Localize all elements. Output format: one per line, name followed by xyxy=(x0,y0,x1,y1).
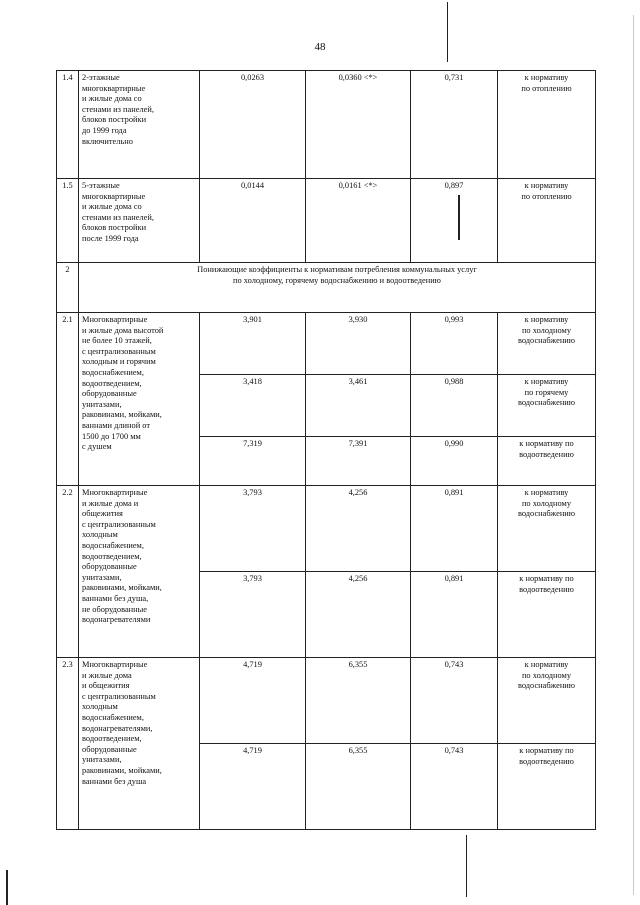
value-1: 4,719 xyxy=(200,658,306,744)
row-note-line: по холодному xyxy=(521,670,572,680)
row-note-line: к нормативу по xyxy=(519,746,574,755)
row-description-line: ваннами без душа xyxy=(82,776,147,786)
row-note-line: по холодному xyxy=(521,498,572,508)
value-1: 3,793 xyxy=(200,572,306,658)
row-note-line: водоотведению xyxy=(519,449,574,459)
value-3: 0,743 xyxy=(411,658,498,744)
value-1: 7,319 xyxy=(200,437,306,486)
row-description-line: с централизованным xyxy=(82,346,156,356)
scan-mark xyxy=(633,15,634,895)
row-description-line: включительно xyxy=(82,136,133,146)
row-number: 2.2 xyxy=(57,486,79,658)
row-note-line: водоотведению xyxy=(519,756,574,766)
row-note xyxy=(498,486,596,572)
value-2: 4,256 xyxy=(306,486,411,572)
row-description-line: и общежития xyxy=(82,681,130,691)
row-description-line: и жилые дома xyxy=(82,670,132,680)
row-description-line: раковинами, мойками, xyxy=(82,410,162,420)
value-3: 0,990 xyxy=(411,437,498,486)
row-description-line: с централизованным xyxy=(82,519,156,529)
row-description-line: унитазами, xyxy=(82,399,122,409)
row-description-line: холодным xyxy=(82,702,118,712)
table-row xyxy=(57,486,596,572)
row-note-line: по отоплению xyxy=(521,83,572,93)
value-1: 0,0144 xyxy=(200,179,306,263)
value-3: 0,891 xyxy=(411,572,498,658)
row-description-line: после 1999 года xyxy=(82,233,139,243)
value-1: 3,793 xyxy=(200,486,306,572)
row-note-line: по горячему xyxy=(524,387,569,397)
section-title-line: по холодному, горячему водоснабжению и водоотведению xyxy=(233,275,441,285)
row-description-line: раковинами, мойками, xyxy=(82,583,162,593)
row-description-line: водоотведением, xyxy=(82,734,142,744)
row-note-line: к нормативу xyxy=(524,377,569,386)
table-row xyxy=(57,313,596,375)
row-description-line: ваннами без душа, xyxy=(82,593,149,603)
row-number: 1.5 xyxy=(57,179,79,263)
row-description-line: блоков постройки xyxy=(82,115,147,125)
value-3: 0,988 xyxy=(411,375,498,437)
row-description xyxy=(79,486,200,658)
row-description-line: оборудованные xyxy=(82,389,137,399)
row-description-line: раковинами, мойками, xyxy=(82,765,162,775)
scan-mark xyxy=(6,870,8,905)
value-3: 0,891 xyxy=(411,486,498,572)
row-description-line: не более 10 этажей, xyxy=(82,336,152,346)
value-3: 0,743 xyxy=(411,744,498,830)
row-note-line: к нормативу по xyxy=(519,439,574,448)
row-description-line: водоснабжением, xyxy=(82,367,144,377)
row-description-line: блоков постройки xyxy=(82,223,147,233)
row-description-line: и жилые дома и xyxy=(82,498,139,508)
row-description-line: многоквартирные xyxy=(82,191,146,201)
scan-mark xyxy=(466,835,467,897)
row-note-line: к нормативу по xyxy=(519,574,574,583)
row-note xyxy=(498,658,596,744)
section-title-line: Понижающие коэффициенты к нормативам потребления коммунальных услуг xyxy=(197,265,477,274)
row-note-line: к нормативу xyxy=(524,315,569,324)
row-description-line: Многоквартирные xyxy=(82,315,148,324)
value-3: 0,731 xyxy=(411,71,498,179)
row-description xyxy=(79,658,200,830)
row-note-line: по холодному xyxy=(521,325,572,335)
value-2: 0,0360 <*> xyxy=(306,71,411,179)
row-note-line: к нормативу xyxy=(524,660,569,669)
value-2: 3,930 xyxy=(306,313,411,375)
table-row xyxy=(57,179,596,263)
coefficients-table xyxy=(56,70,596,830)
row-description-line: стенами из панелей, xyxy=(82,104,154,114)
value-1: 3,418 xyxy=(200,375,306,437)
row-note-line: водоснабжению xyxy=(517,398,576,408)
value-2: 6,355 xyxy=(306,658,411,744)
row-note xyxy=(498,313,596,375)
row-description-line: до 1999 года xyxy=(82,125,127,135)
row-description-line: ваннами длиной от xyxy=(82,420,151,430)
row-description-line: и жилые дома высотой xyxy=(82,325,164,335)
row-description-line: многоквартирные xyxy=(82,83,146,93)
row-description xyxy=(79,71,200,179)
row-description-line: водонагревателями, xyxy=(82,723,153,733)
row-description-line: Многоквартирные xyxy=(82,488,148,497)
row-note xyxy=(498,179,596,263)
row-number: 1.4 xyxy=(57,71,79,179)
value-3: 0,993 xyxy=(411,313,498,375)
row-description-line: водонагревателями xyxy=(82,615,151,625)
row-description-line: с душем xyxy=(82,442,112,452)
value-3: 0,897 xyxy=(411,179,498,263)
row-description-line: стенами из панелей, xyxy=(82,212,154,222)
value-2: 7,391 xyxy=(306,437,411,486)
row-description xyxy=(79,179,200,263)
row-description-line: водоснабжением, xyxy=(82,540,144,550)
row-description-line: водоотведением, xyxy=(82,551,142,561)
value-2: 3,461 xyxy=(306,375,411,437)
page-number: 48 xyxy=(314,41,326,53)
row-description-line: оборудованные xyxy=(82,562,137,572)
row-description-line: 5-этажные xyxy=(82,181,120,190)
scan-mark xyxy=(458,195,460,240)
value-2: 6,355 xyxy=(306,744,411,830)
scan-mark xyxy=(447,2,448,62)
table-row xyxy=(57,658,596,744)
row-description-line: водоснабжением, xyxy=(82,712,144,722)
row-description-line: и жилые дома со xyxy=(82,94,142,104)
value-1: 4,719 xyxy=(200,744,306,830)
row-description-line: 1500 до 1700 мм xyxy=(82,431,141,441)
row-note xyxy=(498,71,596,179)
row-description-line: 2-этажные xyxy=(82,73,120,82)
row-note-line: водоснабжению xyxy=(517,681,576,691)
section-number: 2 xyxy=(57,263,79,313)
row-note-line: водоснабжению xyxy=(517,509,576,519)
row-note xyxy=(498,572,596,658)
value-1: 3,901 xyxy=(200,313,306,375)
value-2: 4,256 xyxy=(306,572,411,658)
row-number: 2.1 xyxy=(57,313,79,486)
row-note-line: к нормативу xyxy=(524,488,569,497)
value-1: 0,0263 xyxy=(200,71,306,179)
row-number: 2.3 xyxy=(57,658,79,830)
row-note-line: по отоплению xyxy=(521,191,572,201)
row-description xyxy=(79,313,200,486)
value-2: 0,0161 <*> xyxy=(306,179,411,263)
row-description-line: с централизованным xyxy=(82,691,156,701)
row-description-line: не оборудованные xyxy=(82,604,147,614)
row-description-line: холодным xyxy=(82,530,118,540)
row-description-line: общежития xyxy=(82,509,123,519)
row-note-line: водоснабжению xyxy=(517,336,576,346)
row-description-line: холодным и горячим xyxy=(82,357,156,367)
row-description-line: Многоквартирные xyxy=(82,660,148,669)
section-header-row xyxy=(57,263,596,313)
row-note xyxy=(498,744,596,830)
section-title xyxy=(79,263,596,313)
row-description-line: водоотведением, xyxy=(82,378,142,388)
row-description-line: и жилые дома со xyxy=(82,202,142,212)
row-note xyxy=(498,375,596,437)
row-note-line: к нормативу xyxy=(524,181,569,190)
row-note-line: к нормативу xyxy=(524,73,569,82)
row-description-line: унитазами, xyxy=(82,572,122,582)
row-note-line: водоотведению xyxy=(519,584,574,594)
table-row xyxy=(57,71,596,179)
row-description-line: унитазами, xyxy=(82,755,122,765)
row-description-line: оборудованные xyxy=(82,744,137,754)
row-note xyxy=(498,437,596,486)
